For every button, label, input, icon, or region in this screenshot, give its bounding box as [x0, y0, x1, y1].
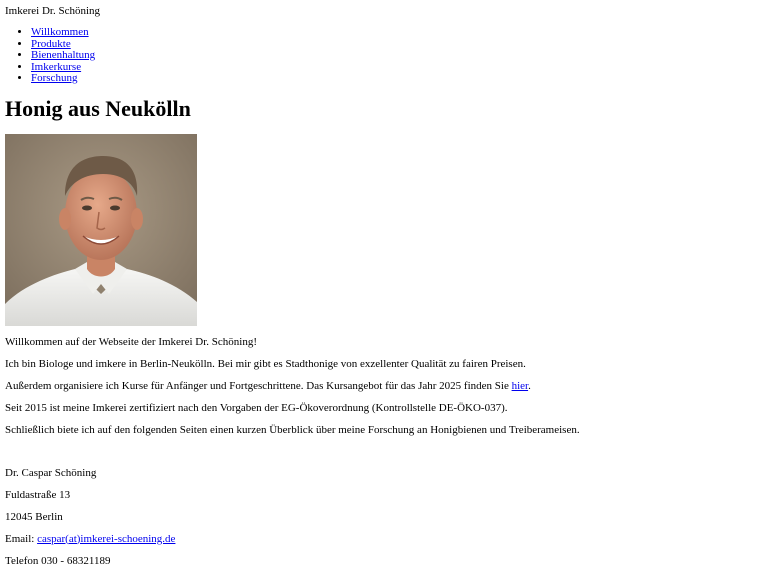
- certification-text: Seit 2015 ist meine Imkerei zertifiziert nach den Vorgaben der EG-Ökoverordnung (Kontrollstelle DE-ÖKO-037).: [5, 401, 508, 414]
- nav-item-bienenhaltung: [31, 50, 763, 62]
- research-text: Schließlich biete ich auf den folgenden Seiten einen kurzen Überblick über meine Forschung an Honigbienen und Treiberameisen.: [5, 423, 580, 436]
- courses-text-main: Außerdem organisiere ich Kurse für Anfänger und Fortgeschrittene. Das Kursangebot für das Jahr 2025 finden Sie: [5, 379, 509, 392]
- main-navigation: [5, 27, 763, 85]
- page: [5, 0, 763, 567]
- nav-link-imkerkurse[interactable]: Imkerkurse: [31, 60, 82, 73]
- nav-item-produkte: [31, 39, 763, 51]
- courses-text: [5, 380, 763, 392]
- nav-link-willkommen[interactable]: Willkommen: [31, 26, 89, 38]
- contact-email-label: Email:: [5, 532, 35, 545]
- contact-city: 12045 Berlin: [5, 510, 63, 523]
- portrait-photo-icon: [5, 134, 197, 326]
- contact-name: Dr. Caspar Schöning: [5, 466, 97, 479]
- contact-street: Fuldastraße 13: [5, 488, 71, 501]
- contact-email-link[interactable]: caspar(at)imkerei-schoening.de: [37, 532, 176, 545]
- courses-link[interactable]: hier: [511, 379, 529, 392]
- nav-item-imkerkurse: [31, 62, 763, 74]
- contact-phone: Telefon 030 - 68321189: [5, 554, 111, 567]
- welcome-text: Willkommen auf der Webseite der Imkerei Dr. Schöning!: [5, 335, 258, 348]
- portrait-photo: [5, 134, 197, 326]
- nav-item-willkommen: [31, 27, 763, 39]
- intro-text: Ich bin Biologe und imkere in Berlin-Neukölln. Bei mir gibt es Stadthonige von exzellenter Qualität zu fairen Preisen.: [5, 357, 526, 370]
- courses-text-end: .: [528, 379, 531, 392]
- nav-link-produkte[interactable]: Produkte: [31, 37, 71, 50]
- nav-item-forschung: [31, 73, 763, 85]
- page-title: Honig aus Neukölln: [5, 95, 191, 121]
- contact-email: [5, 533, 763, 545]
- site-title: Imkerei Dr. Schöning: [5, 5, 101, 17]
- nav-link-bienenhaltung[interactable]: Bienenhaltung: [31, 49, 96, 61]
- nav-link-forschung[interactable]: Forschung: [31, 72, 78, 84]
